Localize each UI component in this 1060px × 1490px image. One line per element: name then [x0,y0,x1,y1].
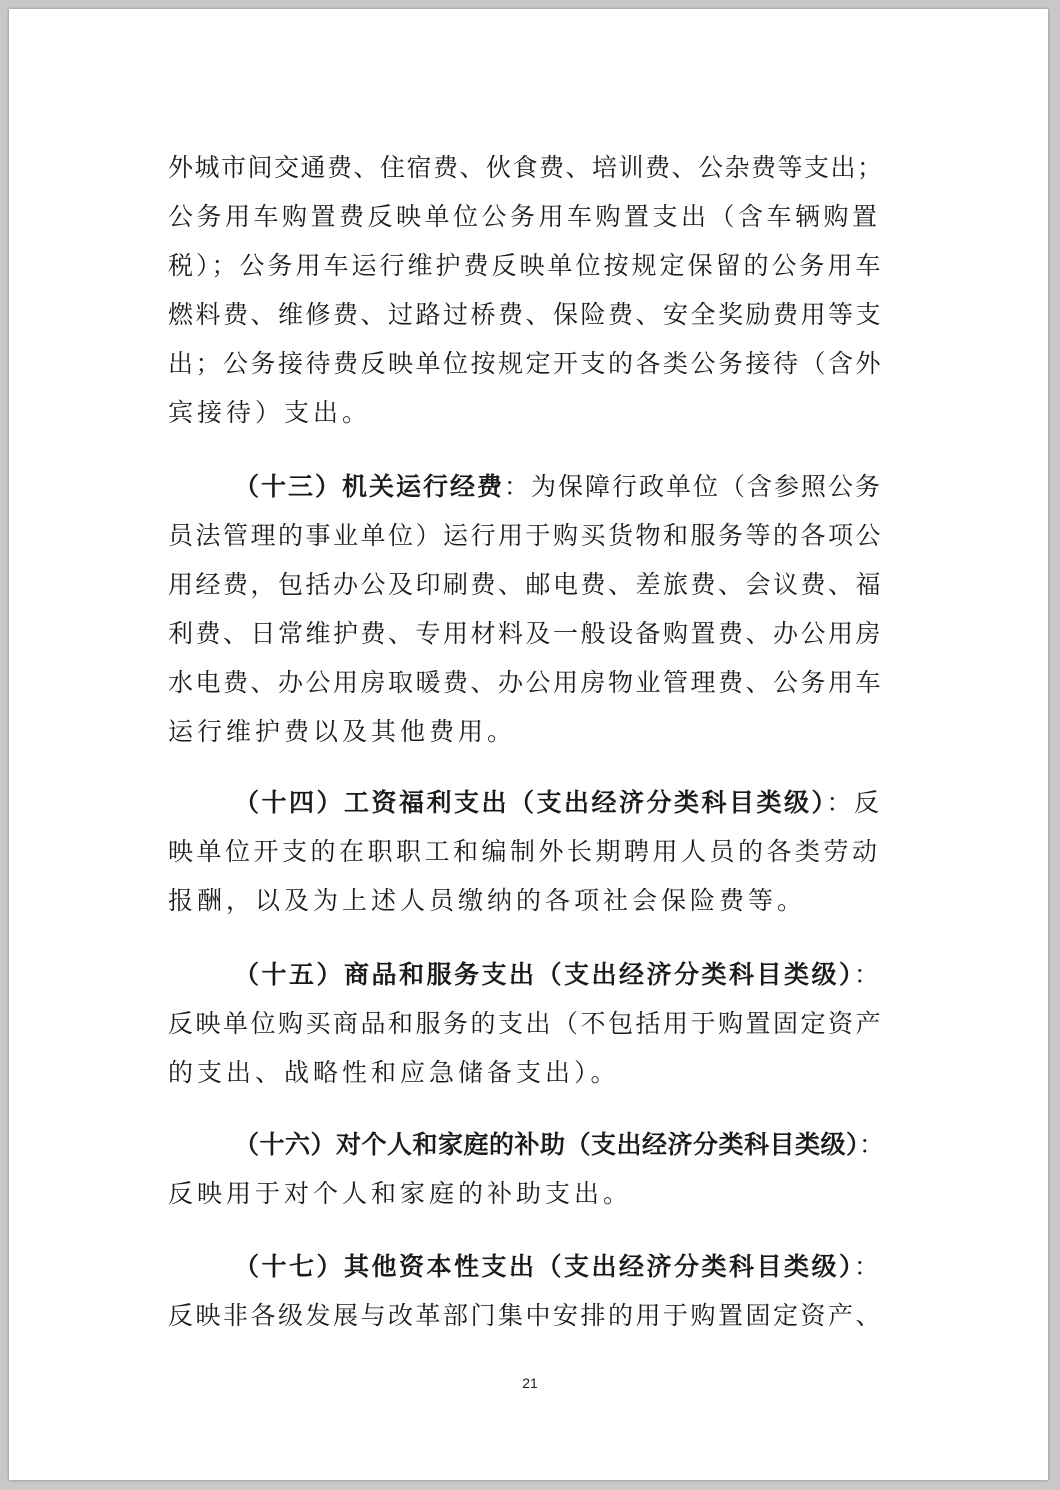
page-number: 21 [522,1375,538,1391]
text-line: 水电费、办公用房取暖费、办公用房物业管理费、公务用车 [168,668,884,697]
paragraph-first-line [234,950,882,999]
heading-continuation: ：反 [826,788,882,817]
paragraph-first-line [234,1120,885,1169]
text-line: 反映单位购买商品和服务的支出（不包括用于购置固定资产 [168,1009,884,1038]
text-line: 用经费，包括办公及印刷费、邮电费、差旅费、会议费、福 [168,570,884,599]
text-line: 燃料费、维修费、过路过桥费、保险费、安全奖励费用等支 [168,300,884,329]
heading-continuation: ： [854,1252,882,1281]
section-heading: （十五）商品和服务支出（支出经济分类科目类级） [234,960,855,989]
text-line: 公务用车购置费反映单位公务用车购置支出（含车辆购置 [168,202,881,231]
text-line: 宾接待）支出。 [168,398,372,427]
text-line: 的支出、战略性和应急储备支出）。 [168,1058,620,1087]
text-line: 运行维护费以及其他费用。 [168,717,517,746]
section-heading: （十六）对个人和家庭的补助（支出经济分类科目类级） [234,1130,860,1159]
section-heading: （十四）工资福利支出（支出经济分类科目类级） [234,788,827,817]
paragraph-first-line [234,778,882,827]
text-line: 利费、日常维护费、专用材料及一般设备购置费、办公用房 [168,619,884,648]
text-line: 外城市间交通费、住宿费、伙食费、培训费、公杂费等支出； [168,153,884,182]
text-line: 报酬，以及为上述人员缴纳的各项社会保险费等。 [168,886,807,915]
text-line: 税）；公务用车运行维护费反映单位按规定保留的公务用车 [168,251,884,280]
section-heading: （十七）其他资本性支出（支出经济分类科目类级） [234,1252,855,1281]
section-heading: （十三）机关运行经费 [234,472,505,501]
text-line: 员法管理的事业单位）运行用于购买货物和服务等的各项公 [168,521,884,550]
text-line: 反映非各级发展与改革部门集中安排的用于购置固定资产、 [168,1301,884,1330]
text-line: 映单位开支的在职职工和编制外长期聘用人员的各类劳动 [168,837,881,866]
heading-continuation: ： [854,960,882,989]
text-line: 出；公务接待费反映单位按规定开支的各类公务接待（含外 [168,349,884,378]
heading-continuation: ：为保障行政单位（含参照公务 [504,472,883,501]
paragraph-first-line [234,1242,882,1291]
text-line: 反映用于对个人和家庭的补助支出。 [168,1179,633,1208]
paragraph-first-line [234,462,882,511]
heading-continuation: ： [859,1130,885,1159]
